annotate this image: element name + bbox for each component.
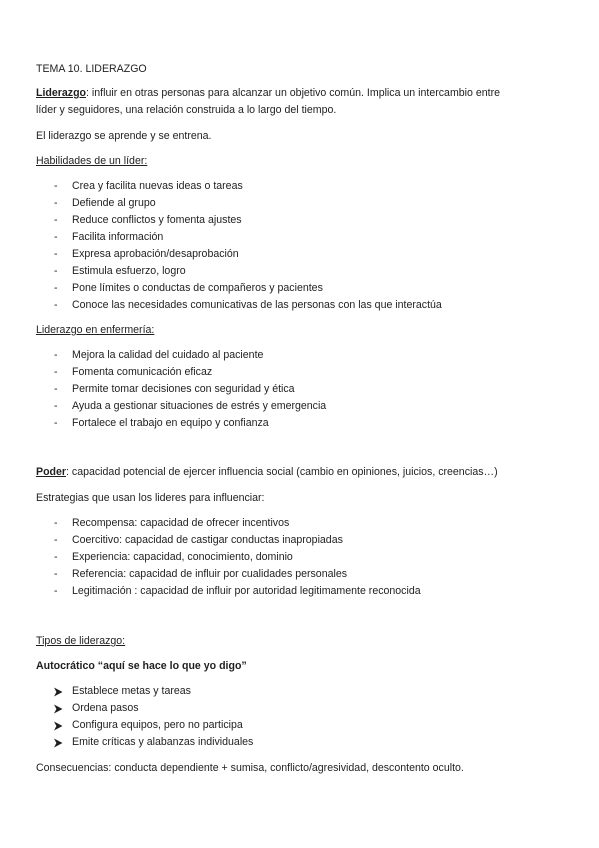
list-item: - Referencia: capacidad de influir por cualidades personales <box>54 568 348 580</box>
liderazgo-definition-line2: líder y seguidores, una relación construida a lo largo del tiempo. <box>36 104 337 116</box>
list-item: - Defiende al grupo <box>54 197 156 209</box>
liderazgo-definition-line1 <box>36 85 500 102</box>
list-item: - Recompensa: capacidad de ofrecer incentivos <box>54 517 290 529</box>
poder-text: : capacidad potencial de ejercer influencia social (cambio en opiniones, juicios, creencias…) <box>66 466 498 478</box>
list-item: - Ayuda a gestionar situaciones de estrés y emergencia <box>54 400 327 412</box>
page-title: TEMA 10. LIDERAZGO <box>36 63 147 75</box>
arrowhead-bullet-icon <box>53 687 63 697</box>
list-item: - Estimula esfuerzo, logro <box>54 265 186 277</box>
list-item: Establece metas y tareas <box>0 683 599 700</box>
list-item: - Crea y facilita nuevas ideas o tareas <box>54 180 243 192</box>
list-item: Emite críticas y alabanzas individuales <box>0 734 599 751</box>
list-item: - Fortalece el trabajo en equipo y confianza <box>54 417 269 429</box>
liderazgo-term: Liderazgo <box>36 87 87 99</box>
list-item: - Conoce las necesidades comunicativas de las personas con las que interactúa <box>54 299 442 311</box>
estrategias-heading: Estrategias que usan los lideres para influenciar: <box>36 492 265 504</box>
consecuencias-text: Consecuencias: conducta dependiente + sumisa, conflicto/agresividad, descontento oculto. <box>36 762 464 774</box>
autocratico-heading: Autocrático “aquí se hace lo que yo digo” <box>36 660 247 672</box>
list-item: - Experiencia: capacidad, conocimiento, dominio <box>54 551 293 563</box>
list-item: - Coercitivo: capacidad de castigar conductas inapropiadas <box>54 534 343 546</box>
list-item: - Expresa aprobación/desaprobación <box>54 248 239 260</box>
tipos-heading: Tipos de liderazgo: <box>36 635 126 647</box>
list-item: - Mejora la calidad del cuidado al paciente <box>54 349 264 361</box>
habilidades-heading: Habilidades de un líder: <box>36 155 148 167</box>
list-item: Ordena pasos <box>0 700 599 717</box>
learned-statement: El liderazgo se aprende y se entrena. <box>36 130 212 142</box>
list-item: - Fomenta comunicación eficaz <box>54 366 213 378</box>
poder-definition <box>36 464 498 481</box>
poder-term: Poder <box>36 466 67 478</box>
arrowhead-bullet-icon <box>53 704 63 714</box>
list-item: - Reduce conflictos y fomenta ajustes <box>54 214 242 226</box>
list-item: - Pone límites o conductas de compañeros y pacientes <box>54 282 323 294</box>
list-item: - Legitimación : capacidad de influir por autoridad legitimamente reconocida <box>54 585 421 597</box>
liderazgo-text-1: : influir en otras personas para alcanzar un objetivo común. Implica un intercambio entre <box>86 87 500 99</box>
enfermeria-heading: Liderazgo en enfermería: <box>36 324 155 336</box>
list-item: - Facilita información <box>54 231 164 243</box>
arrowhead-bullet-icon <box>53 721 63 731</box>
list-item: Configura equipos, pero no participa <box>0 717 599 734</box>
list-item: - Permite tomar decisiones con seguridad y ética <box>54 383 295 395</box>
arrowhead-bullet-icon <box>53 738 63 748</box>
